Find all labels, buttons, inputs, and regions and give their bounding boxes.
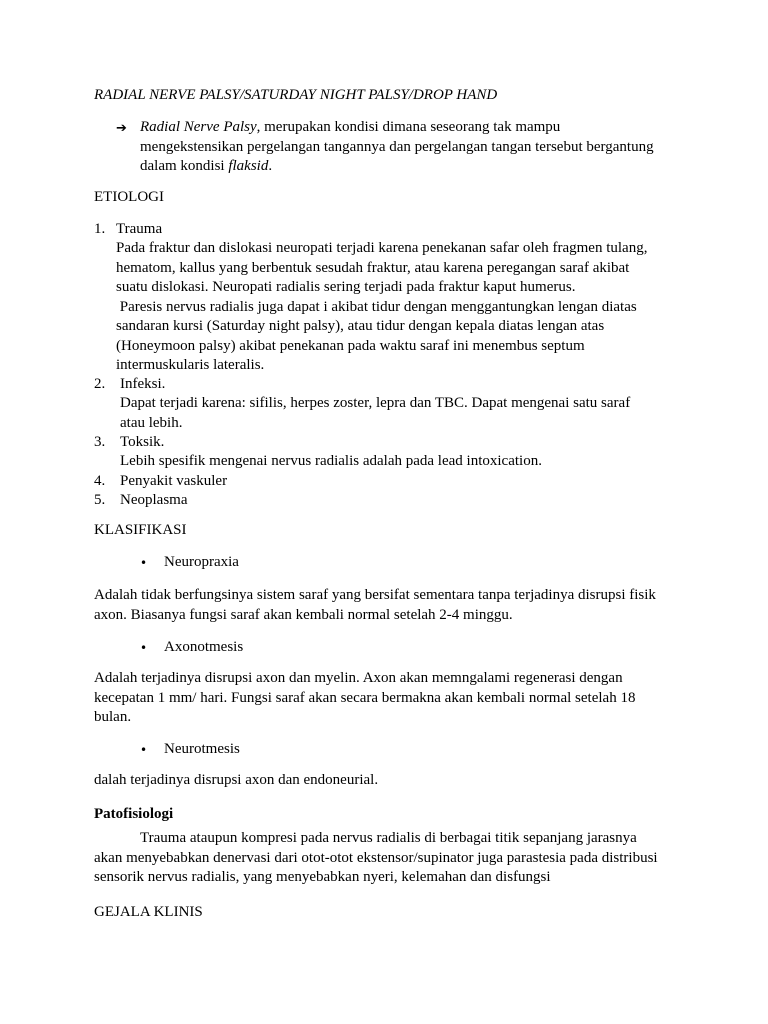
body-line: dalah terjadinya disrupsi axon dan endoneurial. (94, 772, 379, 788)
etiologi-heading: ETIOLOGI (94, 189, 164, 205)
body-line: sandaran kursi (Saturday night palsy), atau tidur dengan kepala diatas lengan atas (116, 318, 605, 334)
body-line: axon. Biasanya fungsi saraf akan kembali normal setelah 2-4 minggu. (94, 606, 513, 623)
body-line: bulan. (94, 709, 132, 725)
etiologi-item-body (116, 239, 647, 376)
intro-line3-term: flaksid (228, 158, 269, 174)
intro-paragraph (140, 118, 654, 177)
body-line: Adalah tidak berfungsinya sistem saraf yang bersifat sementara tanpa terjadinya disrupsi fisik (94, 587, 656, 603)
patofisiologi-paragraph (94, 829, 658, 888)
etiologi-item-number: 5. (94, 492, 106, 508)
klasifikasi-type-description (94, 586, 656, 625)
document-title: RADIAL NERVE PALSY/SATURDAY NIGHT PALSY/DROP HAND (94, 87, 498, 103)
body-line: Paresis nervus radialis juga dapat i akibat tidur dengan menggantungkan lengan diatas (116, 298, 637, 315)
klasifikasi-heading: KLASIFIKASI (94, 522, 187, 538)
intro-line3-post: . (268, 158, 273, 174)
body-line: atau lebih. (120, 414, 183, 431)
gejala-klinis-heading: GEJALA KLINIS (94, 904, 203, 920)
intro-term: Radial Nerve Palsy (140, 119, 257, 135)
klasifikasi-type-description (94, 771, 378, 791)
intro-line3-pre: dalam kondisi (140, 158, 229, 174)
body-line: (Honeymoon palsy) akibat penekanan pada waktu saraf ini menembus septum (116, 337, 585, 354)
body-line: suatu dislokasi. Neuropati radialis sering terjadi pada fraktur kaput humerus. (116, 279, 576, 295)
etiologi-item-number: 1. (94, 221, 106, 237)
klasifikasi-type-name: Neurotmesis (164, 741, 240, 757)
arrow-bullet-icon: ➔ (116, 121, 127, 136)
body-line: Trauma ataupun kompresi pada nervus radialis di berbagai titik sepanjang jarasnya (140, 830, 637, 846)
bullet-icon: • (140, 743, 148, 757)
body-line: Lebih spesifik mengenai nervus radialis adalah pada lead intoxication. (120, 453, 542, 469)
bullet-icon: • (140, 556, 148, 570)
klasifikasi-type-name: Neuropraxia (164, 554, 239, 570)
body-line: intermuskularis lateralis. (116, 357, 265, 373)
bullet-icon: • (140, 641, 148, 655)
etiologi-item-title: Infeksi. (120, 376, 166, 392)
etiologi-item-title: Penyakit vaskuler (120, 473, 228, 489)
body-line: Pada fraktur dan dislokasi neuropati terjadi karena penekanan safar oleh fragmen tulang, (116, 240, 648, 256)
body-line: hematom, kallus yang berbentuk sesudah fraktur, atau karena peregangan saraf akibat (116, 259, 630, 276)
body-line: akan menyebabkan denervasi dari otot-otot ekstensor/supinator juga parastesia pada distribusi (94, 849, 658, 866)
etiologi-item-body (120, 452, 542, 472)
body-line: kecepatan 1 mm/ hari. Fungsi saraf akan secara bermakna akan kembali normal setelah 18 (94, 689, 636, 706)
klasifikasi-type-name: Axonotmesis (164, 639, 244, 655)
intro-line1-rest: , merupakan kondisi dimana seseorang tak mampu (256, 119, 561, 135)
klasifikasi-type-description (94, 669, 635, 728)
intro-line2: mengekstensikan pergelangan tangannya dan pergelangan tangan tersebut bergantung (140, 138, 654, 155)
body-line: Adalah terjadinya disrupsi axon dan myelin. Axon akan memngalami regenerasi dengan (94, 670, 623, 686)
etiologi-item-number: 4. (94, 473, 106, 489)
etiologi-item-title: Neoplasma (120, 492, 188, 508)
etiologi-item-number: 2. (94, 376, 106, 392)
etiologi-item-title: Trauma (116, 221, 163, 237)
etiologi-item-number: 3. (94, 434, 106, 450)
body-line: sensorik nervus radialis, yang menyebabkan nyeri, kelemahan dan disfungsi (94, 869, 551, 885)
etiologi-item-body (120, 394, 630, 433)
etiologi-item-title: Toksik. (120, 434, 165, 450)
patofisiologi-heading: Patofisiologi (94, 806, 174, 822)
body-line: Dapat terjadi karena: sifilis, herpes zoster, lepra dan TBC. Dapat mengenai satu saraf (120, 395, 631, 411)
